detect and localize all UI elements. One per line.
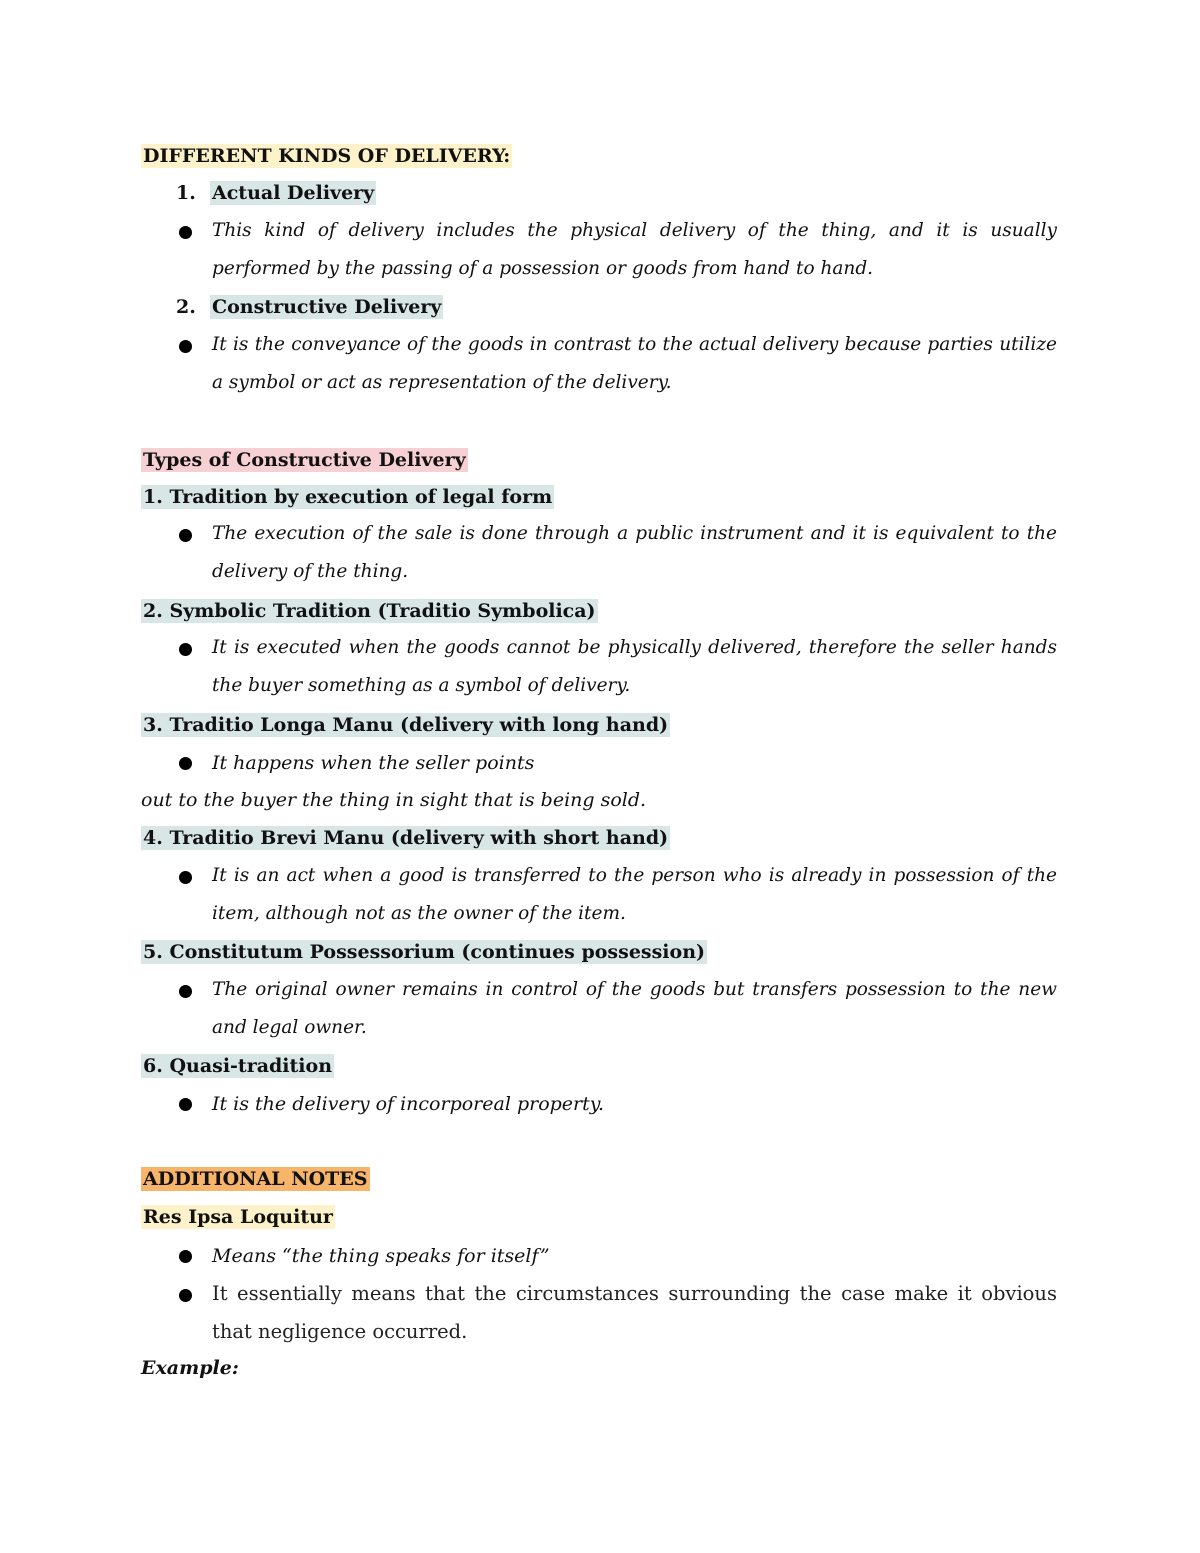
type-5-title: 5. Constitutum Possessorium (continues possession) [143, 941, 706, 963]
bullet-icon [179, 529, 192, 542]
type-2-title: 2. Symbolic Tradition (Traditio Symbolica) [143, 600, 596, 622]
bullet-icon [179, 340, 192, 353]
type-3-title: 3. Traditio Longa Manu (delivery with long hand) [143, 714, 669, 736]
kind-1-number: 1. [176, 182, 196, 204]
bullet-icon [179, 643, 192, 656]
bullet-icon [179, 985, 192, 998]
type-4-description: It is an act when a good is transferred to the person who is already in possession of the item, although not as the owner of the item. [212, 865, 1057, 924]
res-ipsa-meaning: Means “the thing speaks for itself” [212, 1245, 550, 1267]
type-3-description: It happens when the seller points [212, 752, 535, 774]
bullet-icon [179, 871, 192, 884]
type-1-title: 1. Tradition by execution of legal form [143, 486, 553, 508]
kind-2-title: Constructive Delivery [212, 296, 442, 318]
kind-2-number: 2. [176, 296, 196, 318]
res-ipsa-explanation: It essentially means that the circumstances surrounding the case make it obvious that negligence occurred. [212, 1282, 1057, 1343]
type-1-description: The execution of the sale is done through a public instrument and it is equivalent to the delivery of the thing. [212, 523, 1057, 582]
types-heading: Types of Constructive Delivery [143, 449, 466, 471]
bullet-icon [179, 1098, 192, 1111]
kind-1-title: Actual Delivery [212, 182, 375, 204]
main-heading: DIFFERENT KINDS OF DELIVERY: [143, 145, 511, 167]
type-6-title: 6. Quasi-tradition [143, 1055, 333, 1077]
type-2-description: It is executed when the goods cannot be physically delivered, therefore the seller hands the buyer something as a symbol of delivery. [212, 637, 1057, 696]
res-ipsa-title: Res Ipsa Loquitur [143, 1206, 333, 1228]
example-label: Example: [141, 1357, 239, 1379]
bullet-icon [179, 1250, 192, 1263]
type-5-description: The original owner remains in control of the goods but transfers possession to the new and legal owner. [212, 979, 1057, 1038]
type-4-title: 4. Traditio Brevi Manu (delivery with short hand) [143, 827, 669, 849]
type-6-description: It is the delivery of incorporeal property. [212, 1093, 605, 1115]
bullet-icon [179, 1289, 192, 1302]
bullet-icon [179, 226, 192, 239]
kind-2-description: It is the conveyance of the goods in contrast to the actual delivery because parties utilize a symbol or act as representation of the delivery. [212, 334, 1057, 393]
type-3-continuation: out to the buyer the thing in sight that is being sold. [141, 789, 647, 811]
notes-heading: ADDITIONAL NOTES [143, 1168, 368, 1190]
bullet-icon [179, 757, 192, 770]
kind-1-description: This kind of delivery includes the physical delivery of the thing, and it is usually performed by the passing of a possession or goods from hand to hand. [212, 220, 1057, 279]
